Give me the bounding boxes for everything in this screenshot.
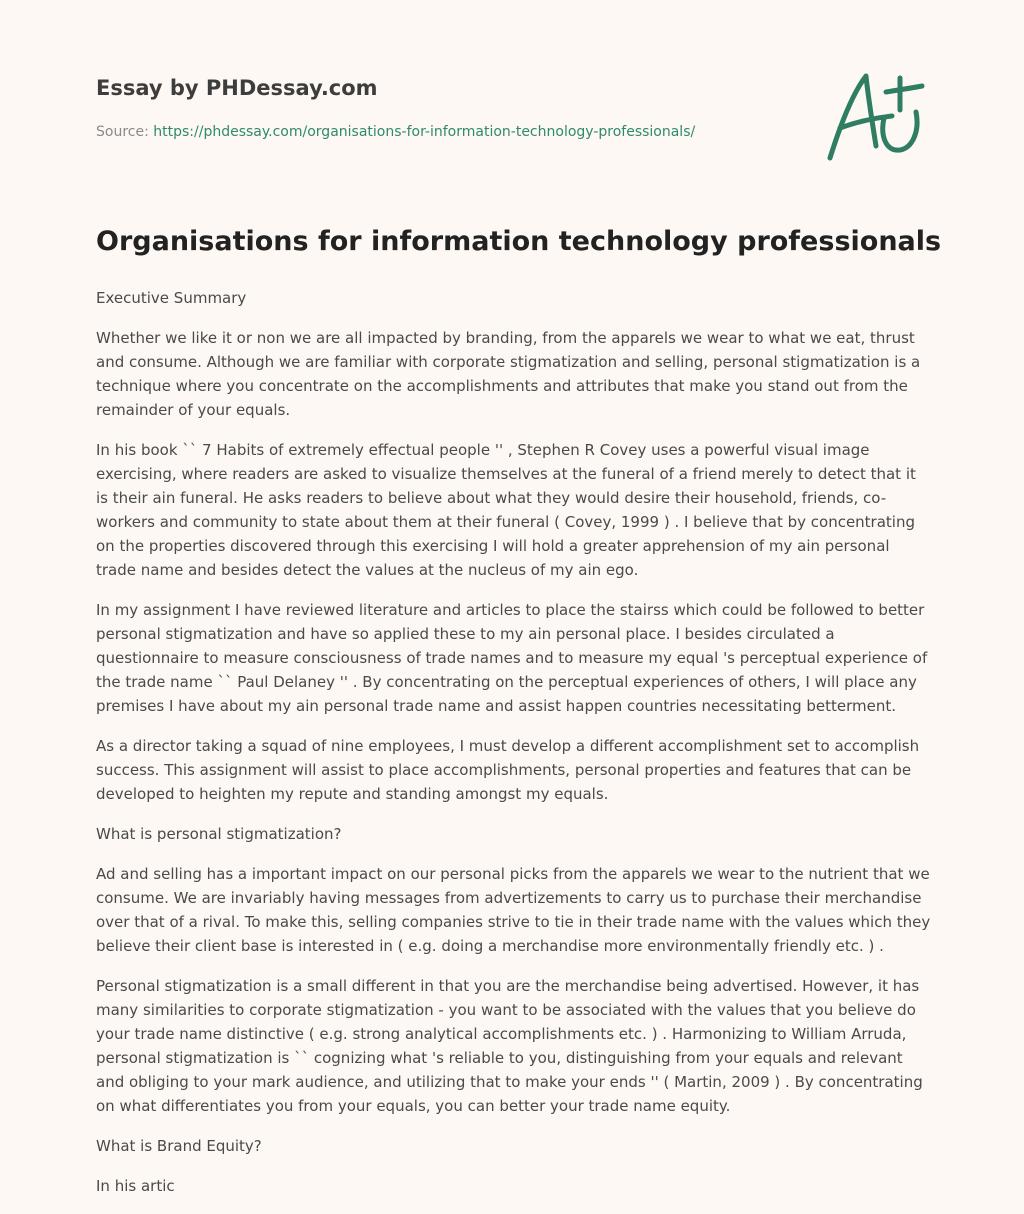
paragraph: Whether we like it or non we are all impacted by branding, from the apparels we wear to what we eat, thrust and consume. Although we are familiar with corporate stigmatization and selling, personal stigmatization is a technique where you concentrate on the accomplishments and attributes that make you stand out from the remainder of your equals.: [96, 329, 921, 419]
site-title: Essay by PHDessay.com: [96, 76, 378, 100]
paragraph: In his artic: [96, 1177, 175, 1195]
paragraph: In my assignment I have reviewed literature and articles to place the stairss which could be followed to better personal stigmatization and have so applied these to my ain personal place. I besides circulated a questionnaire to measure consciousness of trade names and to measure my equal 's perceptual experience of the trade name `` Paul Delaney '' . By concentrating on the perceptual experiences of others, I will place any premises I have about my ain personal trade name and assist happen countries necessitating betterment.: [96, 601, 928, 715]
source-line: [96, 124, 695, 140]
essay-body: [96, 286, 931, 1214]
source-label: Source:: [96, 124, 149, 140]
source-link[interactable]: https://phdessay.com/organisations-for-information-technology-professionals/: [153, 124, 696, 140]
paragraph: As a director taking a squad of nine employees, I must develop a different accomplishment set to accomplish success. This assignment will assist to place accomplishments, personal properties and features that can be developed to heighten my repute and standing amongst my equals.: [96, 737, 920, 803]
essay-title: Organisations for information technology professionals: [96, 226, 942, 257]
paragraph: What is personal stigmatization?: [96, 825, 342, 843]
paragraph: In his book `` 7 Habits of extremely effectual people '' , Stephen R Covey uses a powerful visual image exercising, where readers are asked to visualize themselves at the funeral of a friend merely to detect that it is their ain funeral. He asks readers to believe about what they would desire their household, friends, co-workers and community to state about them at their funeral ( Covey, 1999 ) . I believe that by concentrating on the properties discovered through this exercising I will hold a greater apprehension of my ain personal trade name and besides detect the values at the nucleus of my ain ego.: [96, 441, 916, 579]
a-plus-logo-icon: [822, 66, 932, 166]
paragraph: Personal stigmatization is a small different in that you are the merchandise being advertised. However, it has many similarities to corporate stigmatization - you want to be associated with the values that you believe do your trade name distinctive ( e.g. strong analytical accomplishments etc. ) . Harmonizing to William Arruda, personal stigmatization is `` cognizing what 's reliable to you, distinguishing from your equals and relevant and obliging to your mark audience, and utilizing that to make your ends '' ( Martin, 2009 ) . By concentrating on what differentiates you from your equals, you can better your trade name equity.: [96, 977, 923, 1115]
paragraph: Executive Summary: [96, 289, 247, 307]
paragraph: What is Brand Equity?: [96, 1137, 262, 1155]
paragraph: Ad and selling has a important impact on our personal picks from the apparels we wear to the nutrient that we consume. We are invariably having messages from advertizements to carry us to purchase their merchandise over that of a rival. To make this, selling companies strive to tie in their trade name with the values which they believe their client base is interested in ( e.g. doing a merchandise more environmentally friendly etc. ) .: [96, 865, 931, 955]
